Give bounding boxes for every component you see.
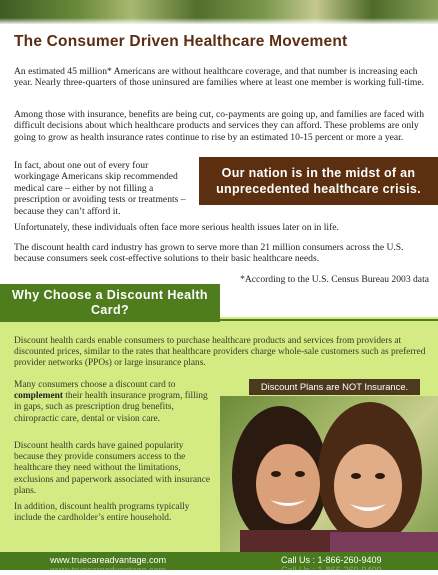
intro-paragraph-2: Among those with insurance, benefits are being cut, co-payments are going up, and families are faced with difficult decisions about which healthcare products and services they can afford. These problems are only going to grow as health insurance rates continue to rise by an estimated 10-15 percent or more a year. bbox=[14, 109, 424, 143]
why-section-rule bbox=[220, 319, 438, 321]
left-woman-clothing bbox=[240, 530, 340, 552]
right-woman-clothing bbox=[330, 532, 438, 552]
website-link[interactable]: www.truecareadvantage.com bbox=[50, 555, 167, 565]
why-paragraph-3: Discount health cards have gained popularity because they provide consumers access to the healthcare they need without the limitations, exclusions and paperwork associated with insurance plans. bbox=[14, 441, 211, 496]
why-section-heading bbox=[0, 284, 220, 322]
intro-paragraph-4: Unfortunately, these individuals often face more serious health issues later on in life. bbox=[14, 222, 339, 233]
complement-emphasis: complement bbox=[14, 391, 63, 402]
crisis-callout-text: Our nation is in the midst of an unprecedented healthcare crisis. bbox=[216, 166, 421, 196]
intro-paragraph-3: In fact, about one out of every four workingage Americans skip recommended medical care – either by not filling a prescription or avoiding tests or treatments – because they can’t afford it. bbox=[14, 160, 186, 217]
why-paragraph-2-end: their health insurance program, filling in gaps, such as prescription drug benefits, chiropractic care, dental or vision care. bbox=[14, 391, 208, 424]
why-paragraph-4: In addition, discount health programs typically include the cardholder’s entire household. bbox=[14, 502, 190, 524]
smiling-women-photo bbox=[220, 396, 438, 552]
phone-reflection: Call Us : 1-866-260-9409 bbox=[281, 565, 382, 575]
why-paragraph-2 bbox=[14, 380, 212, 425]
why-paragraph-2-start: Many consumers choose a discount card to bbox=[14, 380, 176, 390]
intro-paragraph-1: An estimated 45 million* Americans are without healthcare coverage, and that number is increasing each year. Nearly three-quarters of those uninsured are families where at least one member is working full-time. bbox=[14, 66, 424, 89]
phone-number[interactable]: Call Us : 1-866-260-9409 bbox=[281, 555, 382, 565]
footer-bar bbox=[0, 552, 438, 575]
why-paragraph-1: Discount health cards enable consumers to purchase healthcare products and services from providers at discounted prices, similar to the rates that healthcare providers charge whole-sale customers such as preferred provider networks (PPOs) or large insurance plans. bbox=[14, 336, 426, 369]
not-insurance-text: Discount Plans are NOT Insurance. bbox=[260, 381, 409, 392]
census-footnote: *According to the U.S. Census Bureau 2003 data bbox=[240, 274, 429, 285]
intro-paragraph-5: The discount health card industry has grown to serve more than 21 million consumers across the U.S. because consumers seek cost-effective solutions to their basic healthcare needs. bbox=[14, 242, 404, 265]
crisis-callout bbox=[199, 157, 438, 205]
photo-illustration bbox=[220, 396, 438, 552]
left-woman-face bbox=[256, 444, 320, 524]
website-reflection: www.truecareadvantage.com bbox=[50, 565, 167, 575]
page-title: The Consumer Driven Healthcare Movement bbox=[14, 33, 348, 50]
not-insurance-notice bbox=[249, 379, 420, 395]
why-heading-text: Why Choose a Discount Health Card? bbox=[12, 288, 208, 317]
right-woman-face bbox=[334, 444, 402, 528]
top-foliage-banner bbox=[0, 0, 438, 24]
